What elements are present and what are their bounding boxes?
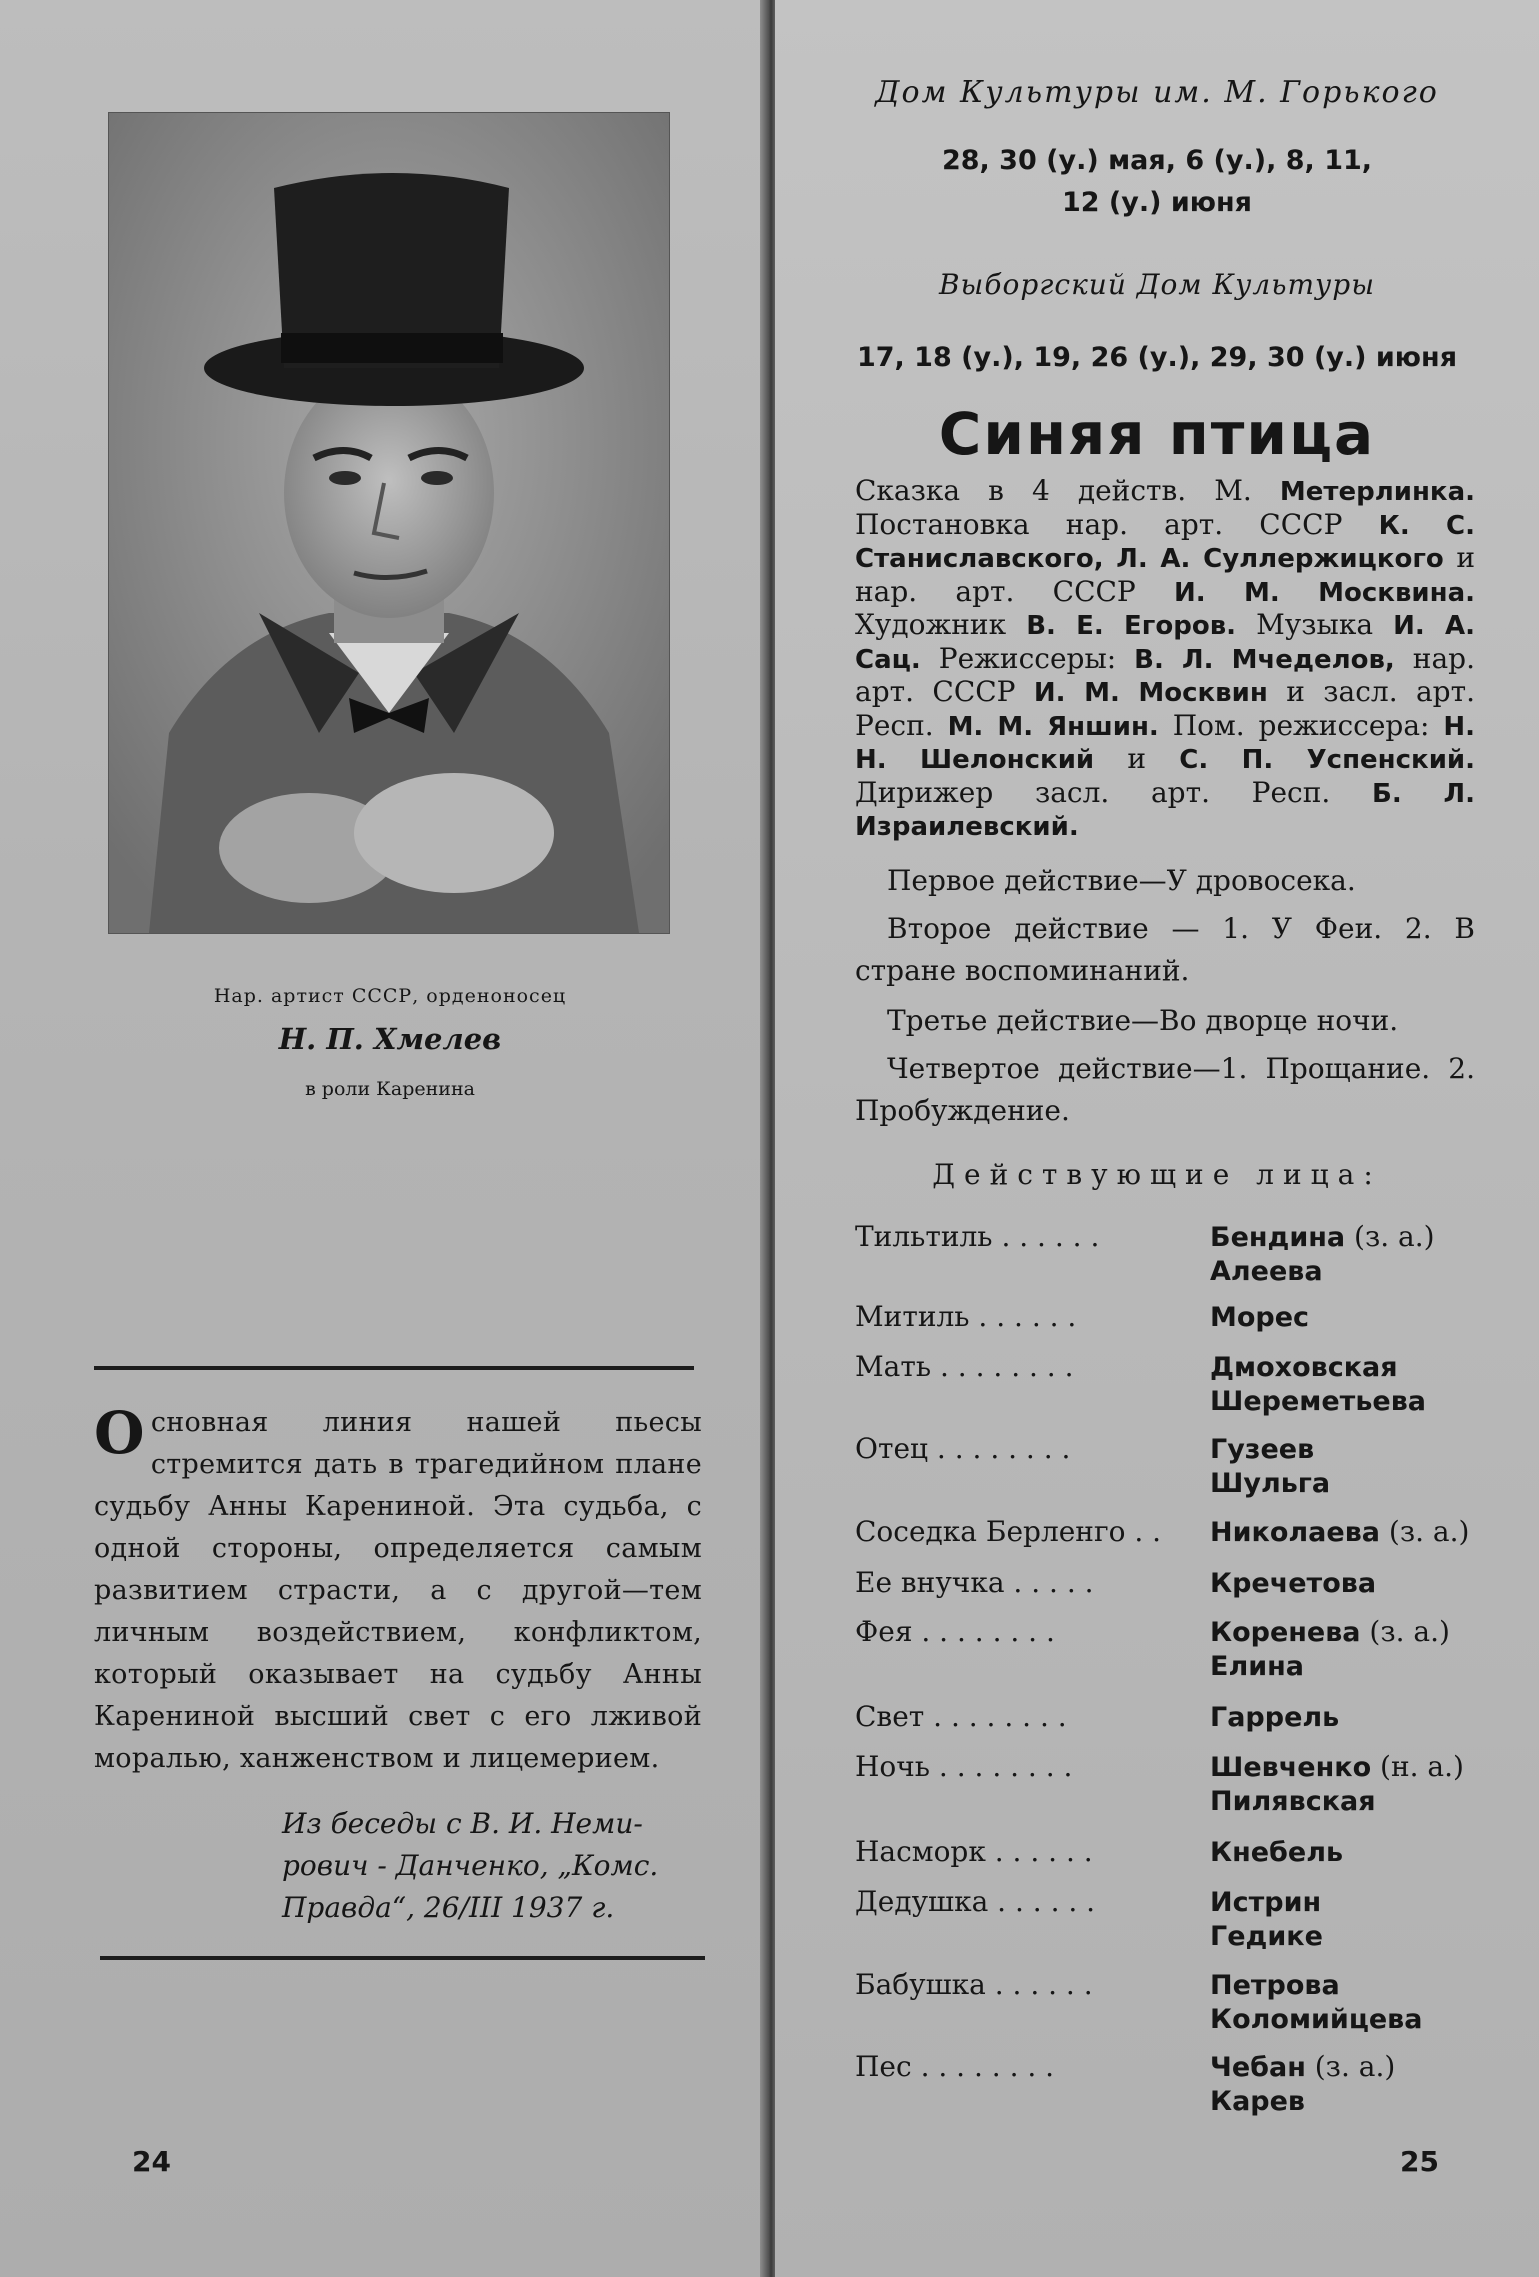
venue-1: Дом Культуры им. М. Горького (875, 75, 1439, 110)
actor-name: Кречетова (1210, 1568, 1377, 1599)
credits-text: Дирижер засл. арт. Респ. (855, 775, 1372, 809)
actor-name: Гедике (1210, 1921, 1323, 1952)
act-1: Первое действие—У дровосека. (887, 864, 1356, 897)
cast-role: Ночь . . . . . . . . (855, 1750, 1073, 1783)
cast-actor (1210, 1750, 1464, 1784)
actor-name: Коломийцева (1210, 2004, 1423, 2035)
cast-role: Пес . . . . . . . . (855, 2050, 1055, 2083)
cast-actor (1210, 1885, 1323, 1919)
act-2: Второе действие — 1. У Феи. 2. В стране воспоминаний. (855, 912, 1475, 987)
page-number: 24 (132, 2145, 171, 2178)
cast-role: Дедушка . . . . . . (855, 1885, 1096, 1918)
credits-name: К. С. Станиславского, Л. А. Суллержицкого (855, 510, 1475, 574)
dates-1-line-1: 28, 30 (у.) мая, 6 (у.), 8, 11, (941, 145, 1373, 176)
act-3: Третье действие—Во дворце ночи. (887, 1004, 1399, 1037)
drop-cap: О (94, 1399, 145, 1467)
cast-actor (1210, 1220, 1435, 1254)
source-line: Правда“, 26/III 1937 г. (282, 1891, 615, 1924)
act-4: Четвертое действие—1. Прощание. 2. Пробуждение. (855, 1052, 1475, 1127)
bottom-rule (100, 1956, 705, 1960)
cast-actors (1210, 1515, 1469, 1549)
cast-actor (1210, 1968, 1422, 2002)
credits-name: Н. Н. Шелонский (855, 711, 1475, 775)
actor-title: (з. а.) (1360, 1615, 1450, 1648)
actor-title: (з. а.) (1345, 1220, 1435, 1253)
credits-name: Метерлинка. (1279, 477, 1475, 507)
credits-name: С. П. Успенский. (1179, 745, 1476, 775)
cast-role: Фея . . . . . . . . (855, 1615, 1055, 1648)
cast-actor (1210, 1300, 1309, 1334)
credits-text: Художник (855, 608, 1027, 641)
cast-actors (1210, 1350, 1426, 1418)
cast-role: Соседка Берленго . . (855, 1515, 1162, 1548)
cast-role: Отец . . . . . . . . (855, 1432, 1071, 1465)
cast-actors (1210, 1750, 1464, 1818)
cast-actor (1210, 1466, 1330, 1500)
actor-name: Николаева (1210, 1517, 1381, 1548)
actor-name: Коренева (1210, 1617, 1361, 1648)
cast-actor (1210, 1384, 1426, 1418)
dates-2: 17, 18 (у.), 19, 26 (у.), 29, 30 (у.) июня (856, 342, 1458, 373)
credits-text: Постановка нар. арт. СССР (855, 507, 1379, 541)
actor-name: Морес (1210, 1302, 1310, 1333)
actor-name: Петрова (1210, 1970, 1340, 2001)
top-rule (94, 1366, 694, 1370)
cast-actor (1210, 2002, 1422, 2036)
actor-name: Кнебель (1210, 1837, 1344, 1868)
cast-actor (1210, 1615, 1450, 1649)
caption-name: Н. П. Хмелев (278, 1022, 502, 1056)
page-number: 25 (1400, 2145, 1439, 2178)
actor-name: Чебан (1210, 2052, 1306, 2083)
cast-actors (1210, 1885, 1323, 1953)
credits-name: В. Е. Егоров. (1026, 611, 1237, 641)
actor-title: (з. а.) (1380, 1515, 1470, 1548)
cast-actors (1210, 1566, 1376, 1600)
play-title: Синяя птица (938, 400, 1376, 468)
cast-role: Ее внучка . . . . . (855, 1566, 1094, 1599)
actor-title: (з. а.) (1305, 2050, 1396, 2083)
cast-role: Митиль . . . . . . (855, 1300, 1077, 1333)
credits-text: нар. арт. СССР (855, 641, 1475, 708)
cast-actors (1210, 2050, 1395, 2118)
credits-name: М. М. Яншин. (947, 711, 1159, 742)
cast-actors (1210, 1432, 1330, 1500)
cast-role: Тильтиль . . . . . . (855, 1220, 1100, 1253)
cast-role: Бабушка . . . . . . (855, 1968, 1093, 2001)
credits-name: В. Л. Мчеделов, (1134, 644, 1395, 675)
cast-actor (1210, 1432, 1330, 1466)
actor-name: Шевченко (1210, 1752, 1372, 1783)
credits-text: Пом. режиссера: (1158, 708, 1444, 742)
cast-actor (1210, 1649, 1450, 1683)
actor-name: Дмоховская (1210, 1352, 1398, 1383)
credits-text: Музыка (1236, 608, 1394, 641)
credits-name: И. М. Москвина. (1174, 577, 1476, 608)
actor-name: Шереметьева (1210, 1386, 1427, 1417)
dates-1-line-2: 12 (у.) июня (1061, 187, 1253, 218)
caption-title: Нар. артист СССР, орденоносец (213, 985, 567, 1007)
cast-actors (1210, 1220, 1435, 1288)
quote-source (282, 1803, 702, 1929)
credits-text: Сказка в 4 действ. М. (855, 474, 1280, 507)
cast-actor (1210, 2050, 1395, 2084)
actor-name: Елина (1210, 1651, 1305, 1682)
credits-text: и нар. арт. СССР (855, 541, 1475, 608)
source-line: рович - Данченко, „Комс. (282, 1849, 659, 1882)
cast-heading: Действующие лица: (932, 1158, 1382, 1191)
caption-role: в роли Каренина (305, 1078, 475, 1100)
actor-name: Пилявская (1210, 1786, 1376, 1817)
cast-role: Насморк . . . . . . (855, 1835, 1093, 1868)
cast-actor (1210, 1566, 1376, 1600)
cast-role: Мать . . . . . . . . (855, 1350, 1074, 1383)
source-line: Из беседы с В. И. Неми- (282, 1807, 643, 1840)
actor-name: Гузеев (1210, 1434, 1315, 1465)
cast-actors (1210, 1615, 1450, 1683)
credits-text: и засл. арт. Респ. (855, 675, 1475, 742)
cast-actor (1210, 2084, 1395, 2118)
cast-actor (1210, 1254, 1435, 1288)
cast-actors (1210, 1700, 1339, 1734)
cast-actors (1210, 1300, 1309, 1334)
cast-actor (1210, 1350, 1426, 1384)
venue-2: Выборгский Дом Культуры (938, 268, 1375, 301)
cast-role: Свет . . . . . . . . (855, 1700, 1067, 1733)
portrait-photo (108, 112, 670, 934)
credits-name: И. А. Сац. (855, 611, 1476, 675)
left-page (0, 0, 765, 2277)
credits-text: и (1094, 742, 1180, 775)
cast-actor (1210, 1784, 1464, 1818)
quote-block (94, 1399, 702, 1780)
actor-name: Алеева (1210, 1256, 1323, 1287)
cast-actor (1210, 1515, 1469, 1549)
right-page (775, 0, 1539, 2277)
credits-name: И. М. Москвин (1033, 678, 1268, 708)
cast-actors (1210, 1835, 1343, 1869)
actor-name: Истрин (1210, 1887, 1322, 1918)
cast-actor (1210, 1700, 1339, 1734)
actor-name: Бендина (1210, 1222, 1346, 1253)
credits-name: Б. Л. Израилевский. (855, 778, 1475, 842)
quote-text: сновная линия нашей пьесы стремится дать в трагедийном плане судьбу Анны Карениной. Эта судьба, с одной стороны, определяется самым развитием страсти, а с другой—тем личным воздействием, конфликтом, который оказывает на судьбу Анны Карениной высший свет с его лживой моралью, ханженством и лицемерием. (94, 1407, 702, 1774)
actor-name: Гаррель (1210, 1702, 1340, 1733)
cast-actors (1210, 1968, 1422, 2036)
credits-text: Режиссеры: (920, 641, 1135, 675)
actor-name: Шульга (1210, 1468, 1331, 1499)
cast-actor (1210, 1835, 1343, 1869)
actor-name: Карев (1210, 2086, 1306, 2117)
cast-actor (1210, 1919, 1323, 1953)
actor-title: (н. а.) (1371, 1750, 1464, 1783)
credits (855, 475, 1475, 844)
